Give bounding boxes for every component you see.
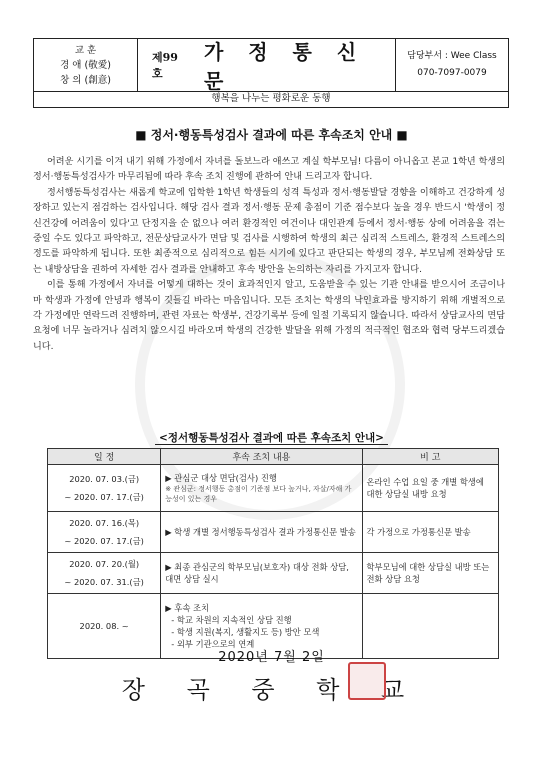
newsletter-title: 가 정 통 신 문 bbox=[203, 40, 366, 93]
table-title bbox=[0, 430, 543, 445]
content-text: ▶ 관심군 대상 면담(검사) 진행 bbox=[165, 473, 277, 483]
table-row bbox=[48, 553, 499, 594]
header-title-area bbox=[138, 39, 396, 91]
row-date bbox=[48, 465, 161, 512]
table-row bbox=[48, 465, 499, 512]
row-date bbox=[48, 512, 161, 553]
table-header-row bbox=[48, 449, 499, 465]
content-item: - 학교 차원의 지속적인 상담 진행 bbox=[171, 615, 292, 625]
row-date bbox=[48, 553, 161, 594]
content-note: ※ 관심군: 정서행동 총점이 기준점 보다 높거나, 자살/자해 가능성이 있는 경우 bbox=[165, 485, 352, 503]
date-text: 2020. 07. 16.(목) ~ 2020. 07. 17.(금) bbox=[64, 518, 144, 546]
followup-schedule-table bbox=[47, 448, 499, 659]
row-content: ▶ 학생 개별 정서행동특성검사 결과 가정통신문 발송 bbox=[161, 512, 362, 553]
content-item: - 학생 지원(복지, 생활지도 등) 방안 모색 bbox=[171, 627, 320, 637]
table-title-text: <정서행동특성검사 결과에 따른 후속조치 안내> bbox=[155, 432, 388, 445]
motto-line: 경 애 (敬愛) bbox=[60, 59, 111, 71]
school-seal-stamp bbox=[348, 662, 386, 700]
table-row bbox=[48, 512, 499, 553]
column-header-date: 일 정 bbox=[48, 449, 161, 465]
row-note: 온라인 수업 요일 중 개별 학생에 대한 상담실 내방 요청 bbox=[362, 465, 498, 512]
paragraph: 어려운 시기를 이겨 내기 위해 가정에서 자녀를 돌보느라 애쓰고 계실 학부모님! 다름이 아니옵고 본교 1학년 학생의 정서·행동특성검사가 마무리됨에 따라 후속 조치 진행에 관하여 안내 드리고자 합니다. bbox=[33, 157, 505, 183]
school-name: 장 곡 중 학 교 bbox=[121, 676, 422, 704]
slogan: 행복을 나누는 평화로운 동행 bbox=[33, 90, 509, 108]
row-note: 각 가정으로 가정통신문 발송 bbox=[362, 512, 498, 553]
paragraph: 이를 통해 가정에서 자녀를 어떻게 대하는 것이 효과적인지 알고, 도움받을 수 있는 기관 안내를 받으시어 조금이나마 학생과 가정에 안녕과 행복이 깃들길 바라는 마음입니다. 모든 조치는 학생의 낙인효과를 방지하기 위해 개별적으로 각 가정에만 연락드려 진행하며, 관련 자료는 학생부, 건강기록부 등에 일절 기록되지 않습니다. 따라서 상담교사의 면담 요청에 너무 놀라거나 심려치 않으시길 바라오며 학생의 건강한 발달을 위해 가정의 적극적인 협조와 협력 당부드리겠습니다. bbox=[33, 280, 505, 352]
date-text: 2020. 07. 20.(월) ~ 2020. 07. 31.(금) bbox=[64, 559, 144, 587]
content-text: ▶ 후속 조치 bbox=[165, 603, 209, 613]
issue-number: 제99호 bbox=[152, 51, 178, 80]
issue-date: 2020년 7월 2일 bbox=[218, 650, 325, 665]
department: 담당부서 : Wee Class bbox=[407, 51, 497, 61]
row-content bbox=[161, 465, 362, 512]
motto-line: 창 의 (創意) bbox=[60, 74, 111, 86]
content-item: - 외부 기관으로의 연계 bbox=[171, 639, 255, 649]
paragraph: 정서행동특성검사는 새롭게 학교에 입학한 1학년 학생들의 성격 특성과 정서·행동발달 경향을 이해하고 건강하게 성장하고 있는지 점검하는 검사입니다. 해당 검사 결과 정서·행동 문제 총점이 기준 점수보다 높을 경우 반드시 '학생이 정신건강에 어려움이 있다'고 단정지을 순 없으나 여러 환경적인 여건이나 대인관계 등에서 정서·행동 상에 어려움을 겪는 중일 수도 있다고 파악하고, 전문상담교사가 면담 및 검사를 시행하여 학생의 최근 심리적 스트레스, 환경적 스트레스의 정도를 파악하게 됩니다. 또한 최종적으로 심리적으로 힘든 시기에 있다고 판단되는 학생의 경우, 부모님께 전화상담 또는 내방상담을 권하여 자세한 검사 결과를 안내하고 후속 방안을 논의하는 자리를 가지고자 합니다. bbox=[33, 187, 505, 275]
motto-line: 교 훈 bbox=[74, 44, 97, 56]
notice-body bbox=[33, 155, 505, 355]
header-box bbox=[33, 38, 509, 92]
phone-number: 070-7097-0079 bbox=[417, 68, 487, 78]
row-date: 2020. 08. ~ bbox=[48, 594, 161, 659]
school-motto bbox=[34, 39, 138, 91]
column-header-note: 비 고 bbox=[362, 449, 498, 465]
date-text: 2020. 07. 03.(금) ~ 2020. 07. 17.(금) bbox=[64, 474, 144, 502]
row-content: ▶ 최종 관심군의 학부모님(보호자) 대상 전화 상담, 대면 상담 실시 bbox=[161, 553, 362, 594]
column-header-content: 후속 조치 내용 bbox=[161, 449, 362, 465]
contact-info bbox=[396, 39, 508, 91]
row-note: 학부모님에 대한 상담실 내방 또는 전화 상담 요청 bbox=[362, 553, 498, 594]
notice-heading: ■ 정서·행동특성검사 결과에 따른 후속조치 안내 ■ bbox=[135, 128, 408, 142]
